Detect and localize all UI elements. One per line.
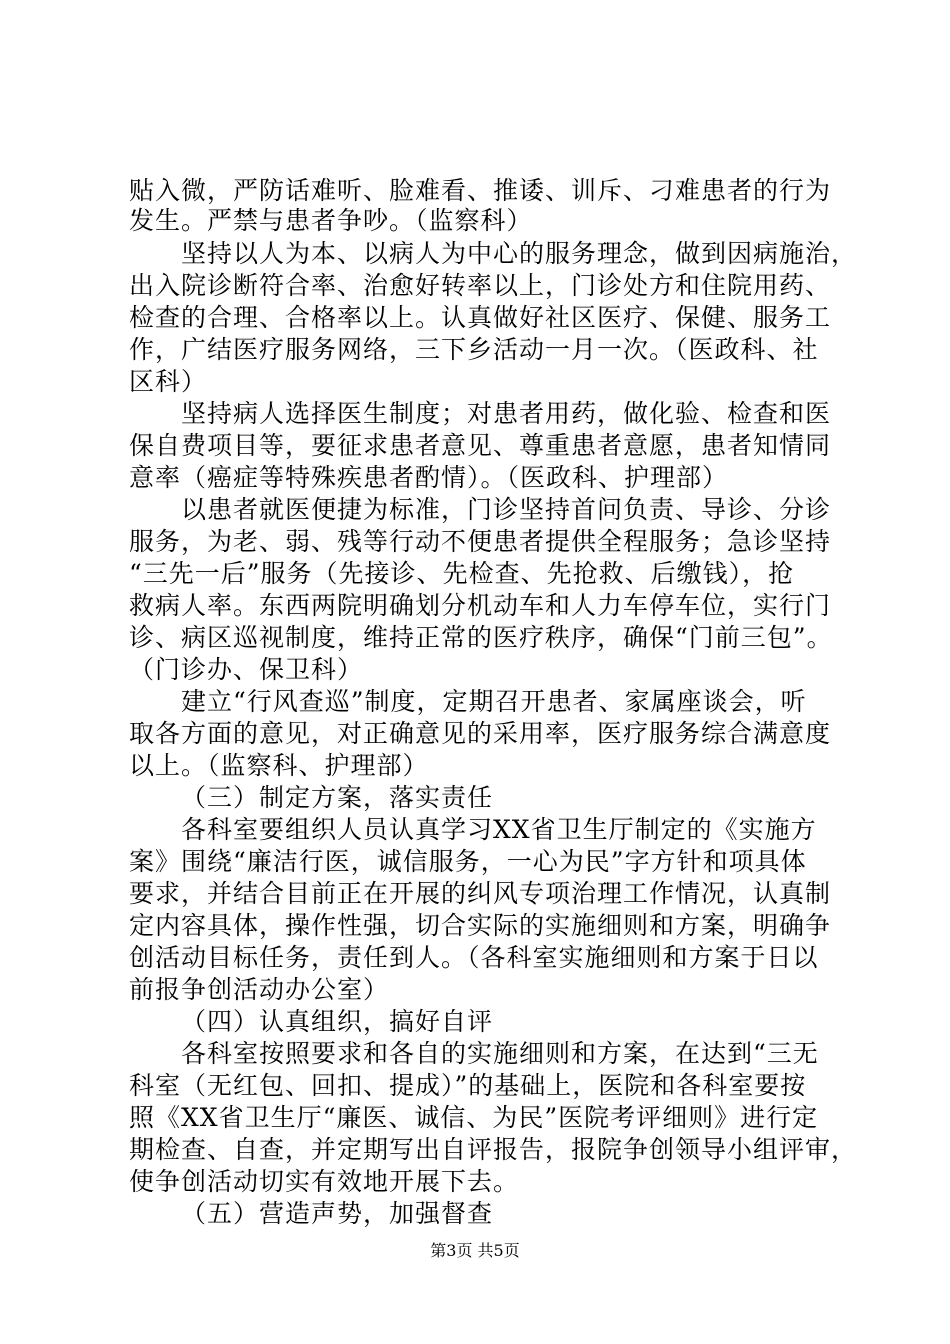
paragraph-line: 要求，并结合目前正在开展的纠风专项治理工作情况，认真制 [129,879,832,908]
paragraph-line: 前报争创活动办公室） [129,975,390,1004]
paragraph-line: 案》围绕“廉洁行医，诚信服务，一心为民”字方针和项具体 [129,847,807,876]
paragraph-line: 区科） [129,367,208,396]
paragraph-line: 以上。（监察科、护理部） [129,751,429,780]
paragraph-line: 检查的合理、合格率以上。认真做好社区医疗、保健、服务工 [129,303,832,332]
paragraph-line: 定内容具体，操作性强，切合实际的实施细则和方案，明确争 [129,911,832,940]
paragraph-line: 各科室按照要求和各自的实施细则和方案，在达到“三无 [181,1039,819,1068]
paragraph-line: 贴入微，严防话难听、脸难看、推诿、训斥、刁难患者的行为 [129,176,832,205]
paragraph-line: “三先一后”服务（先接诊、先检查、先抢救、后缴钱），抢 [129,559,795,588]
section-heading: （五）营造声势，加强督查 [181,1199,494,1228]
paragraph-line: 保自费项目等，要征求患者意见、尊重患者意愿，患者知情同 [129,431,832,460]
page-number-footer: 第3页 共5页 [430,1241,520,1260]
paragraph-line: 发生。严禁与患者争吵。（监察科） [129,206,533,235]
paragraph-line: 期检查、自查，并定期写出自评报告，报院争创领导小组评审， [129,1135,858,1164]
paragraph-line: 科室（无红包、回扣、提成）”的基础上，医院和各科室要按 [129,1071,807,1100]
paragraph-line: 以患者就医便捷为标准，门诊坚持首问负责、导诊、分诊 [181,495,832,524]
paragraph-line: 坚持病人选择医生制度；对患者用药，做化验、检查和医 [181,399,832,428]
paragraph-line: 出入院诊断符合率、治愈好转率以上，门诊处方和住院用药、 [129,271,832,300]
paragraph-line: （门诊办、保卫科） [129,655,364,684]
paragraph-line: 坚持以人为本、以病人为中心的服务理念，做到因病施治， [181,239,858,268]
paragraph-line: 照《XX省卫生厅“廉医、诚信、为民”医院考评细则》进行定 [129,1103,819,1132]
paragraph-line: 取各方面的意见，对正确意见的采用率，医疗服务综合满意度 [129,719,832,748]
paragraph-line: 诊、病区巡视制度，维持正常的医疗秩序，确保“门前三包”。 [129,623,833,652]
paragraph-line: 服务，为老、弱、残等行动不便患者提供全程服务；急诊坚持 [129,527,832,556]
paragraph-line: 意率（癌症等特殊疾患者酌情）。（医政科、护理部） [129,463,729,492]
section-heading: （三）制定方案，落实责任 [181,783,494,812]
paragraph-line: 作，广结医疗服务网络，三下乡活动一月一次。（医政科、社 [129,335,819,364]
paragraph-line: 各科室要组织人员认真学习XX省卫生厅制定的《实施方 [181,815,817,844]
paragraph-line: 使争创活动切实有效地开展下去。 [129,1167,520,1196]
section-heading: （四）认真组织，搞好自评 [181,1007,494,1036]
paragraph-line: 建立“行风查巡”制度，定期召开患者、家属座谈会，听 [181,687,807,716]
paragraph-line: 救病人率。东西两院明确划分机动车和人力车停车位，实行门 [129,591,832,620]
paragraph-line: 创活动目标任务，责任到人。（各科室实施细则和方案于日以 [129,943,819,972]
